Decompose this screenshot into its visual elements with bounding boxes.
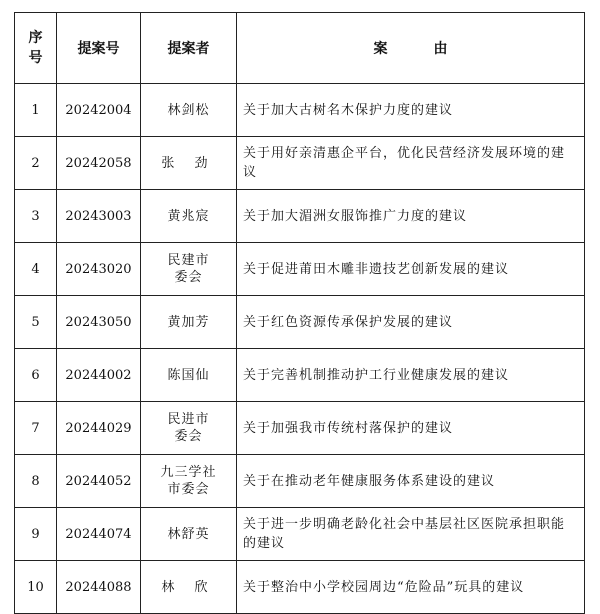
table-row: [15, 243, 585, 296]
row-serial-number: 4: [15, 243, 57, 296]
row-proposal-id: 20244088: [57, 561, 141, 614]
row-reason: 关于红色资源传承保护发展的建议: [237, 296, 585, 349]
row-proposer: 陈国仙: [141, 349, 237, 402]
row-reason: 关于在推动老年健康服务体系建设的建议: [237, 455, 585, 508]
row-reason: 关于加大湄洲女服饰推广力度的建议: [237, 190, 585, 243]
row-serial-number: 2: [15, 137, 57, 190]
header-reason: 案由: [237, 13, 585, 84]
row-proposal-id: 20244052: [57, 455, 141, 508]
table-row: [15, 84, 585, 137]
table-row: [15, 455, 585, 508]
row-proposer: 民进市委会: [141, 402, 237, 455]
row-proposal-id: 20244029: [57, 402, 141, 455]
row-proposal-id: 20243020: [57, 243, 141, 296]
header-serial-number: [15, 13, 57, 84]
row-proposer: 九三学社市委会: [141, 455, 237, 508]
row-serial-number: 10: [15, 561, 57, 614]
table-row: [15, 349, 585, 402]
row-reason: 关于促进莆田木雕非遗技艺创新发展的建议: [237, 243, 585, 296]
table-row: [15, 561, 585, 614]
row-reason: 关于完善机制推动护工行业健康发展的建议: [237, 349, 585, 402]
row-proposer: 黄兆宸: [141, 190, 237, 243]
proposal-table: [14, 12, 585, 614]
header-serial-line1: 序: [28, 30, 43, 46]
row-proposal-id: 20242058: [57, 137, 141, 190]
table-row: [15, 296, 585, 349]
row-serial-number: 6: [15, 349, 57, 402]
table-row: [15, 402, 585, 455]
table-header-row: [15, 13, 585, 84]
row-proposer: 林剑松: [141, 84, 237, 137]
row-proposal-id: 20242004: [57, 84, 141, 137]
row-serial-number: 9: [15, 508, 57, 561]
row-proposer: 林舒英: [141, 508, 237, 561]
header-proposer: 提案者: [141, 13, 237, 84]
row-proposer: 林 欣: [141, 561, 237, 614]
row-reason: 关于加大古树名木保护力度的建议: [237, 84, 585, 137]
row-reason: 关于进一步明确老龄化社会中基层社区医院承担职能的建议: [237, 508, 585, 561]
row-proposal-id: 20243050: [57, 296, 141, 349]
row-proposer: 张 劲: [141, 137, 237, 190]
row-reason: 关于用好亲清惠企平台，优化民营经济发展环境的建议: [237, 137, 585, 190]
row-serial-number: 1: [15, 84, 57, 137]
table-row: [15, 508, 585, 561]
row-serial-number: 5: [15, 296, 57, 349]
row-proposal-id: 20244002: [57, 349, 141, 402]
row-proposer: 民建市委会: [141, 243, 237, 296]
row-serial-number: 7: [15, 402, 57, 455]
table-row: [15, 190, 585, 243]
proposal-table-sheet: [14, 12, 584, 614]
row-proposal-id: 20243003: [57, 190, 141, 243]
row-proposal-id: 20244074: [57, 508, 141, 561]
header-serial-line2: 号: [28, 50, 43, 66]
row-serial-number: 3: [15, 190, 57, 243]
table-row: [15, 137, 585, 190]
row-reason: 关于加强我市传统村落保护的建议: [237, 402, 585, 455]
header-proposal-id: 提案号: [57, 13, 141, 84]
row-serial-number: 8: [15, 455, 57, 508]
row-proposer: 黄加芳: [141, 296, 237, 349]
row-reason: 关于整治中小学校园周边“危险品”玩具的建议: [237, 561, 585, 614]
